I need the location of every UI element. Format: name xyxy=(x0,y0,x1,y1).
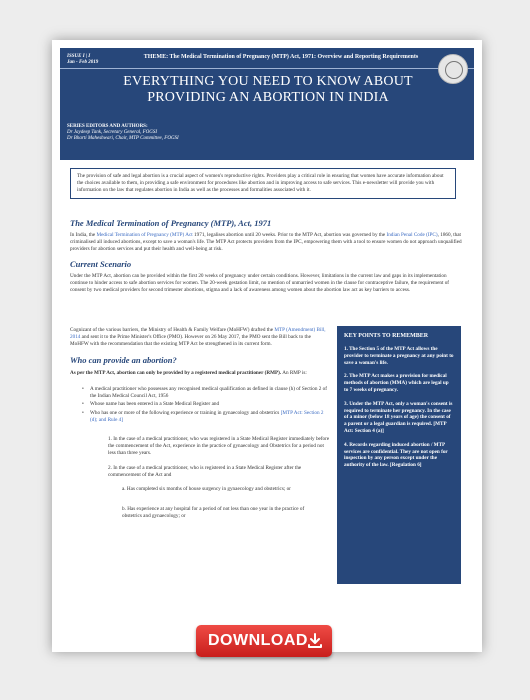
fogsi-seal-icon xyxy=(438,54,468,84)
header-banner xyxy=(60,48,474,160)
key-point-1: 1. The Section 5 of the MTP Act allows the provider to terminate a pregnancy at any point to save a woman's life. xyxy=(344,346,454,366)
editor-1: Dr Jaydeep Tank, Secretary General, FOGSI xyxy=(67,130,158,135)
page-title xyxy=(100,74,436,106)
lettered-item-a: a. Has completed six months of house surgency in gynaecology and obstetrics; or xyxy=(122,486,291,492)
newsletter-page xyxy=(52,40,482,652)
download-label: DOWNLOAD xyxy=(208,632,308,649)
rmp-bullet-list xyxy=(82,386,328,425)
lettered-item-b: b. Has experience at any hospital for a period of not less than one year in the practice of obstetrics and gynaecology; or xyxy=(122,506,305,520)
section-heading-current-scenario: Current Scenario xyxy=(70,259,132,269)
section-heading-mtp-act: The Medical Termination of Pregnancy (MTP), Act, 1971 xyxy=(70,218,272,228)
issue-info xyxy=(67,54,98,66)
list-item: • Whose name has been entered in a State Medical Register and xyxy=(82,401,328,408)
mtp-act-link[interactable]: Medical Termination of Pregnancy (MTP) Act xyxy=(96,232,193,238)
banner-divider xyxy=(60,68,474,69)
key-point-4: 4. Records regarding induced abortion / MTP services are confidential. They are not open for inspection by any person except under the authority of the law. [Regulation 6] xyxy=(344,441,448,469)
editors-label: SERIES EDITORS AND AUTHORS: xyxy=(67,124,148,129)
issue-number: ISSUE I | I xyxy=(67,54,91,59)
title-line-2: PROVIDING AN ABORTION IN INDIA xyxy=(147,90,389,105)
key-points-title: KEY POINTS TO REMEMBER xyxy=(344,333,429,339)
download-button[interactable] xyxy=(196,625,332,657)
mtp-section-link[interactable]: [MTP Act: Section 2 (d); and Rule 4] xyxy=(90,409,324,423)
key-point-3: 3. Under the MTP Act, only a woman's consent is required to terminate her pregnancy. In the case of a minor (below 18 years of age) the consent of a parent or a legal guardian is required. [MTP Act: Section 4 (a)] xyxy=(344,400,453,434)
numbered-item-2: 2. In the case of a medical practitioner, who is registered in a State Medical Register after the commencement of the Act and xyxy=(108,465,302,479)
rmp-lead-paragraph: As per the MTP Act, abortion can only be provided by a registered medical practitioner (RMP). An RMP is: xyxy=(70,370,307,376)
ipc-link[interactable]: Indian Penal Code (IPC) xyxy=(386,232,438,238)
section-heading-who-can-provide: Who can provide an abortion? xyxy=(70,355,177,365)
intro-box: The provision of safe and legal abortion is a crucial aspect of women's reproductive rights. Providers play a critical role in ensuring that women have accurate information about the choices available to them, in providing a safe environment for procedures like abortion and in improving access to safe services. This e-newsletter will provide you with information on the law that regulates abortion in India as well as the processes and formalities associated with it. xyxy=(70,168,456,199)
editors-block xyxy=(67,124,267,142)
amendment-paragraph: Cognizant of the various barriers, the Ministry of Health & Family Welfare (MoHFW) drafted the MTP (Amendment) Bill, 2014 and sent it to the Prime Minister's Office (PMO). However on 26 May 2017, the PMO sent the Bill back to the MoHFW with the recommendation that the existing MTP Act be strengthened in its current form. xyxy=(70,327,326,348)
theme-line: THEME: The Medical Termination of Pregnancy (MTP) Act, 1971: Overview and Reporting Requirements xyxy=(143,54,419,60)
list-item: • Who has one or more of the following experience or training in gynaecology and obstetrics [MTP Act: Section 2 (d); and Rule 4] xyxy=(82,410,328,424)
current-scenario-paragraph: Under the MTP Act, abortion can be provided within the first 20 weeks of pregnancy under certain conditions. However, limitations in the current law and gaps in its implementation continue to hinder access to safe abortion services for women. The 20-week gestation limit, no mention of unmarried women in the clause for contraceptive failure, the requirement of consent by two medical providers for second trimester abortions, stigma and a lack of awareness among women about the abortion law act as key barriers to access. xyxy=(70,273,450,294)
key-points-box xyxy=(337,326,461,584)
title-line-1: EVERYTHING YOU NEED TO KNOW ABOUT xyxy=(123,74,413,89)
list-item: • A medical practitioner who possesses any recognised medical qualification as defined in clause (h) of Section 2 of the Indian Medical Council Act, 1956 xyxy=(82,386,328,400)
editor-2: Dr Bharti Maheshwari, Chair, MTP Committee, FOGSI xyxy=(67,136,179,141)
issue-date: Jan - Feb 2019 xyxy=(67,60,99,65)
amendment-bill-link[interactable]: MTP (Amendment) Bill, 2014 xyxy=(70,327,326,341)
numbered-item-1: 1. In the case of a medical practitioner, who was registered in a State Medical Register immediately before the commencement of the Act, experience in the practice of gynaecology and Obstetrics for a period not less than three years. xyxy=(108,436,330,457)
key-point-2: 2. The MTP Act makes a provision for medical methods of abortion (MMA) which are legal up to 7 weeks of pregnancy. xyxy=(344,373,449,393)
download-arrow-icon xyxy=(307,633,323,649)
section-mtp-act-paragraph: In India, the Medical Termination of Pregnancy (MTP) Act 1971, legalises abortion until 20 weeks. Prior to the MTP Act, abortion was governed by the Indian Penal Code (IPC), 1860, that criminalised all induced abortions, except to save a woman's life. The MTP Act protects providers from the IPC, empowering them with a tool to ensure women do not approach unqualified providers for abortion services and put their health and well-being at risk. xyxy=(70,232,462,253)
